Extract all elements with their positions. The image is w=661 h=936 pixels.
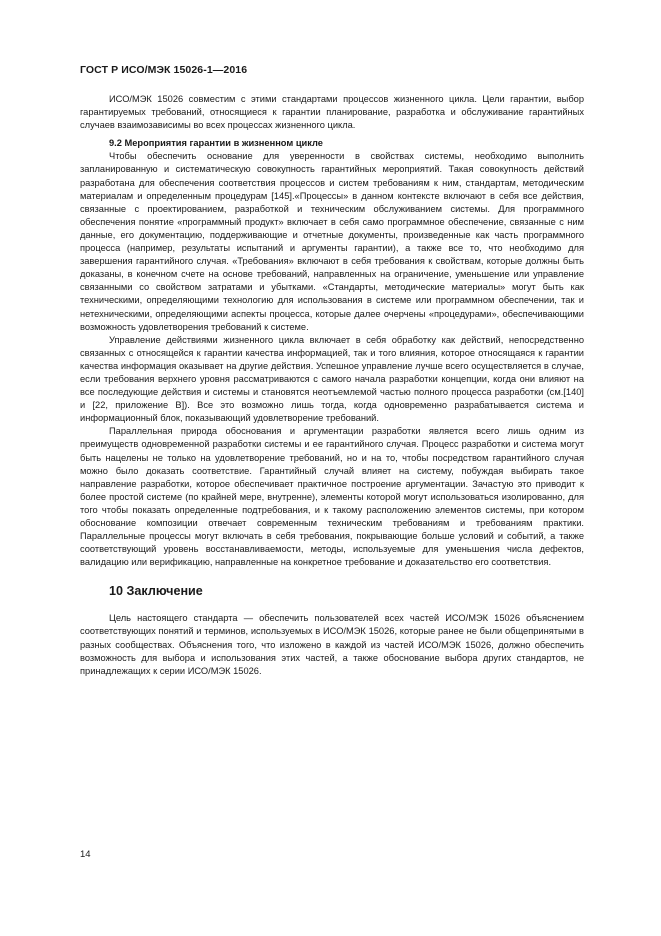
section-heading-9-2: 9.2 Мероприятия гарантии в жизненном цикле <box>109 138 323 149</box>
document-header: ГОСТ Р ИСО/МЭК 15026-1—2016 <box>80 64 248 76</box>
paragraph-assurance-activities: Чтобы обеспечить основание для уверенности в свойствах системы, необходимо выполнить запланированную и систематическую совокупность гарантийных мероприятий. Такая совокупность действий разработана для обеспечения соответствия процессов и систем требованиям к ним, стандартам, методическим материалам и определенным процедурам [145].«Процессы» в данном контексте включают в себя все действия, связанные с проектированием, разработкой и техническим обслуживанием системы. Для программного обеспечения понятие «программный продукт» включает в себя само программное обеспечение, связанные с ним данные, его документацию, поддерживающие и отчетные документы, произведенные как часть программного процесса (например, результаты испытаний и аргументы гарантии), а также все то, что необходимо для завершения гарантийного случая. «Требования» включают в себя требования к свойствам, которые должны быть доказаны, в конечном счете на основе требований, направленных на ограничение, уменьшение или управление связанными со свойством затратами и убытками. «Стандарты, методические материалы» могут быть как техническими, определяющими технологию для использования в системе или программном обеспечении, так и нетехническими, определяющими аспекты процесса, которые далее очерчены «процедурами», обеспечивающими возможность удовлетворения требований к системе. <box>80 151 584 332</box>
paragraph-intro: ИСО/МЭК 15026 совместим с этими стандартами процессов жизненного цикла. Цели гарантии, выбор гарантируемых требований, относящиеся к гарантии планирование, разработка и обслуживание гарантийных случаев взаимозависимы во всех процессах жизненного цикла. <box>80 94 584 131</box>
paragraph-lifecycle-management: Управление действиями жизненного цикла включает в себя обработку как действий, непосредственно связанных с относящейся к гарантии качества информацией, так и того влияния, которое относящаяся к гарантии качества информация оказывает на другие действия. Успешное управление лучше всего осуществляется в случае, если требования верхнего уровня рассматриваются с самого начала разработки концепции, когда они влияют на все последующие действия и системы и становятся неотъемлемой частью полного процесса разработки (см.[140] и [22, приложение В]). Все это возможно лишь тогда, когда одновременно разрабатывается система и информационный блок, показывающий удовлетворение требований. <box>80 334 584 424</box>
chapter-heading-10: 10 Заключение <box>109 584 203 599</box>
paragraph-conclusion: Цель настоящего стандарта — обеспечить пользователей всех частей ИСО/МЭК 15026 объяснением соответствующих понятий и терминов, используемых в ИСО/МЭК 15026, которые ранее не были общепринятыми в разных сообществах. Объяснения того, что изложено в каждой из частей ИСО/МЭК 15026, должно обеспечить возможность для выбора и использования этих частей, а также обоснование выбора других стандартов, не принадлежащих к серии ИСО/МЭК 15026. <box>80 613 584 676</box>
document-body <box>80 93 584 678</box>
paragraph-parallel-nature: Параллельная природа обоснования и аргументации разработки является всего лишь одним из преимуществ одновременной разработки системы и ее гарантийного случая. Процесс разработки и система могут быть нацелены не только на удовлетворение требований, но и на то, чтобы посредством гарантийного случая можно было доказать соответствие. Гарантийный случай влияет на систему, побуждая выбирать такое направление разработки, которое обеспечивает практичное построение аргументации. Зачастую это приводит к более простой системе (по крайней мере, внутренне), элементы которой могут использоваться изолированно, для того чтобы показать определенные подтребования, и к такому расположению элементов системы, при котором обоснование композиции отвечает современным техническим требованиям и требованиям практики. Параллельные процессы могут включать в себя требования, покрывающие больше условий и событий, а также соответствующий уровень восстанавливаемости, методы, используемые для уменьшения числа дефектов, валидацию или верификацию, направленные на конкретное требование и доказательство его соответствия. <box>80 426 584 568</box>
page-number: 14 <box>80 849 91 860</box>
